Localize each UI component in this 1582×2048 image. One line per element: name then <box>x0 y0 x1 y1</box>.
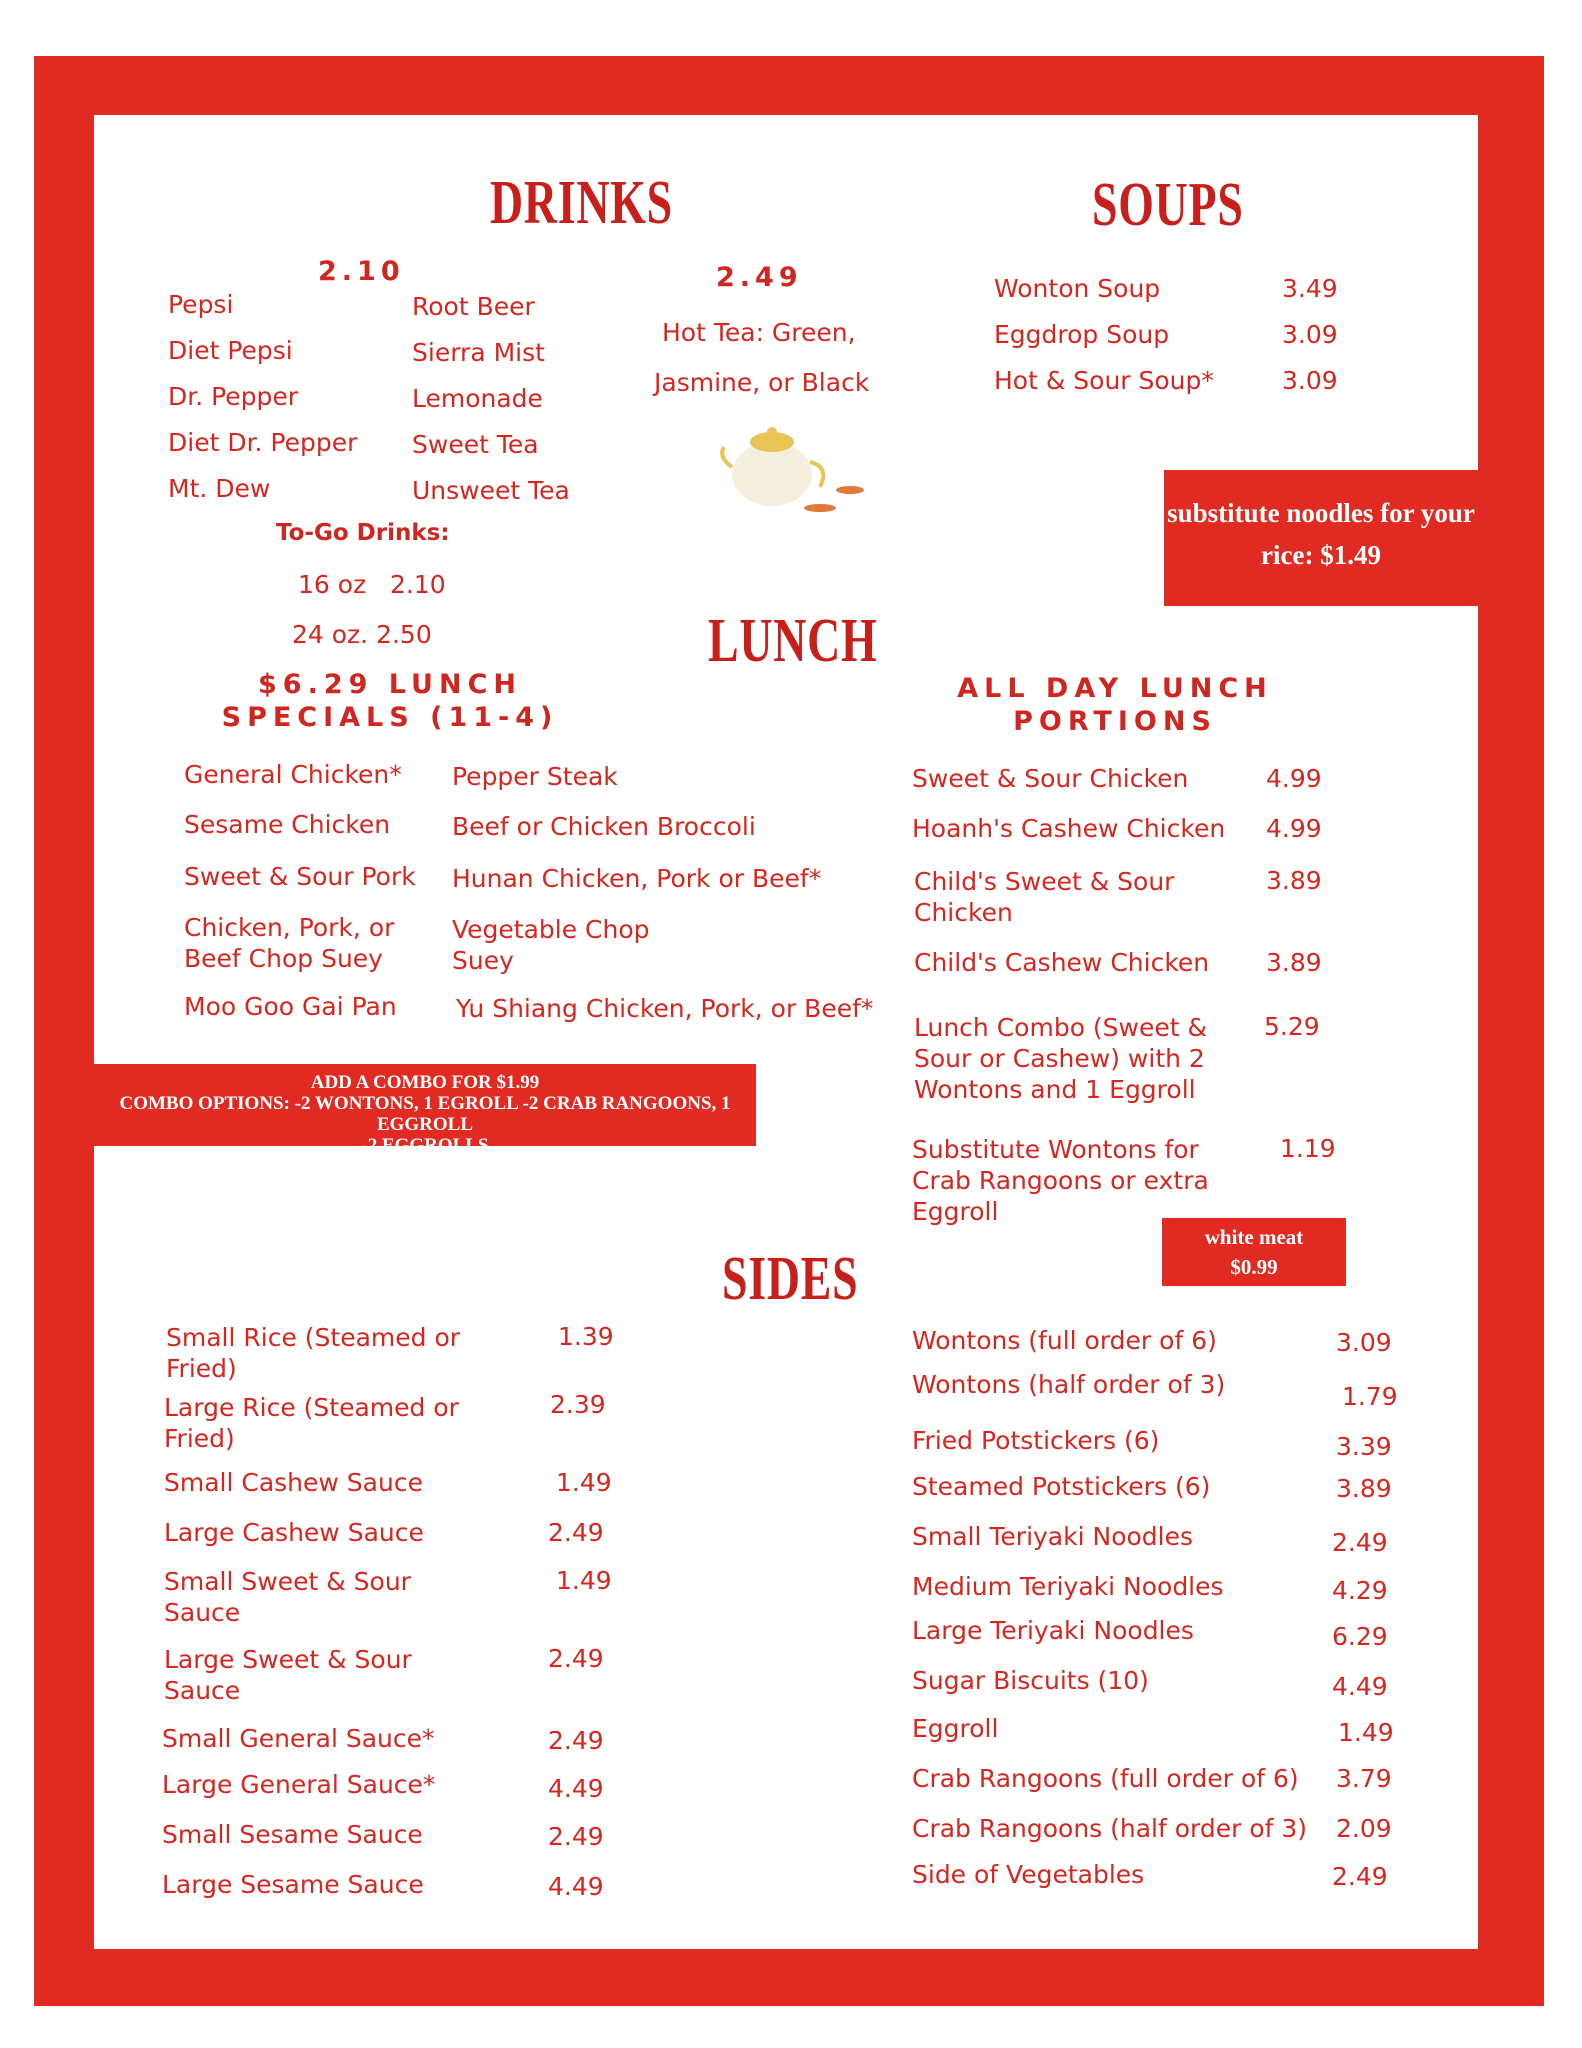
side-price: 2.49 <box>548 1518 604 1547</box>
white-meat-line: $0.99 <box>1230 1255 1278 1279</box>
side-item: Small Teriyaki Noodles <box>912 1522 1194 1551</box>
all-day-line: ALL DAY LUNCH <box>957 673 1273 704</box>
togo-title: To-Go Drinks: <box>276 520 450 546</box>
drink-item: Unsweet Tea <box>412 476 570 505</box>
side-item: Large Teriyaki Noodles <box>912 1616 1194 1645</box>
side-item: Small Sesame Sauce <box>162 1820 423 1849</box>
tea-line: Jasmine, or Black <box>654 368 870 397</box>
noodle-box-line: rice: $1.49 <box>1261 540 1381 570</box>
side-price: 3.89 <box>1336 1474 1392 1503</box>
drink-item: Diet Dr. Pepper <box>168 428 358 457</box>
combo-line: COMBO OPTIONS: -2 WONTONS, 1 EGROLL -2 CRAB RANGOONS, 1 EGGROLL <box>119 1093 731 1135</box>
drink-item: Dr. Pepper <box>168 382 299 411</box>
all-day-price: 3.89 <box>1266 948 1322 977</box>
lunch-special-item: Sesame Chicken <box>184 810 391 839</box>
soup-name: Hot & Sour Soup* <box>994 366 1214 395</box>
side-item: Small Cashew Sauce <box>164 1468 423 1497</box>
side-price: 3.39 <box>1336 1432 1392 1461</box>
lunch-special-item: Vegetable Chop Suey <box>452 915 650 975</box>
lunch-special-item: Sweet & Sour Pork <box>184 862 416 891</box>
noodle-substitute-box <box>1164 470 1478 606</box>
side-item: Steamed Potstickers (6) <box>912 1472 1211 1501</box>
lunch-special-item: Hunan Chicken, Pork or Beef* <box>452 864 822 893</box>
side-price: 1.49 <box>556 1566 612 1595</box>
side-item: Side of Vegetables <box>912 1860 1145 1889</box>
all-day-price: 3.89 <box>1266 866 1322 895</box>
side-item: Crab Rangoons (full order of 6) <box>912 1764 1299 1793</box>
lunch-specials-line: SPECIALS (11-4) <box>221 702 559 733</box>
soup-name: Eggdrop Soup <box>994 320 1170 349</box>
side-price: 2.49 <box>548 1726 604 1755</box>
side-price: 1.79 <box>1342 1382 1398 1411</box>
side-item: Large General Sauce* <box>162 1770 436 1799</box>
all-day-item: Child's Sweet & Sour Chicken <box>914 867 1175 927</box>
lunch-special-item: Moo Goo Gai Pan <box>184 992 397 1021</box>
drink-item: Sierra Mist <box>412 338 545 367</box>
side-price: 2.49 <box>1332 1862 1388 1891</box>
white-meat-box <box>1162 1218 1346 1286</box>
side-item: Wontons (full order of 6) <box>912 1326 1217 1355</box>
side-price: 4.29 <box>1332 1576 1388 1605</box>
soup-price: 3.09 <box>1282 320 1338 349</box>
lunch-special-item: Chicken, Pork, or Beef Chop Suey <box>184 913 395 973</box>
all-day-line: PORTIONS <box>1013 706 1217 737</box>
all-day-price: 4.99 <box>1266 814 1322 843</box>
combo-line: -2 EGGROLLS <box>361 1135 489 1156</box>
lunch-title: LUNCH <box>708 607 878 675</box>
side-price: 2.49 <box>548 1644 604 1673</box>
side-item: Fried Potstickers (6) <box>912 1426 1160 1455</box>
lunch-specials-heading <box>200 668 580 734</box>
all-day-heading <box>940 672 1290 738</box>
lunch-special-item: Yu Shiang Chicken, Pork, or Beef* <box>456 994 874 1023</box>
side-item: Small Rice (Steamed or Fried) <box>166 1323 461 1383</box>
side-item: Large Cashew Sauce <box>164 1518 424 1547</box>
combo-box <box>94 1064 756 1156</box>
drinks-title: DRINKS <box>490 169 673 237</box>
side-price: 2.49 <box>548 1822 604 1851</box>
all-day-price: 5.29 <box>1264 1012 1320 1041</box>
teapot-icon <box>720 412 870 522</box>
all-day-item: Substitute Wontons for Crab Rangoons or extra Eggroll <box>912 1135 1209 1226</box>
all-day-item: Sweet & Sour Chicken <box>912 764 1189 793</box>
drink-item: Lemonade <box>412 384 543 413</box>
drink-item: Mt. Dew <box>168 474 271 503</box>
side-price: 3.79 <box>1336 1764 1392 1793</box>
side-item: Large Sesame Sauce <box>162 1870 424 1899</box>
side-item: Large Sweet & Sour Sauce <box>164 1645 412 1705</box>
noodle-box-line: substitute noodles for your <box>1167 498 1475 528</box>
side-price: 4.49 <box>548 1774 604 1803</box>
togo-item: 16 oz 2.10 <box>298 570 446 599</box>
side-price: 2.49 <box>1332 1528 1388 1557</box>
lunch-special-item: Pepper Steak <box>452 762 618 791</box>
drink-item: Sweet Tea <box>412 430 539 459</box>
side-price: 4.49 <box>1332 1672 1388 1701</box>
all-day-price: 4.99 <box>1266 764 1322 793</box>
lunch-specials-line: $6.29 LUNCH <box>258 669 522 700</box>
side-item: Medium Teriyaki Noodles <box>912 1572 1224 1601</box>
side-price: 1.49 <box>1338 1718 1394 1747</box>
side-price: 3.09 <box>1336 1328 1392 1357</box>
all-day-item: Lunch Combo (Sweet & Sour or Cashew) with 2 Wontons and 1 Eggroll <box>914 1013 1208 1104</box>
side-price: 2.39 <box>550 1390 606 1419</box>
side-item: Sugar Biscuits (10) <box>912 1666 1149 1695</box>
drink-item: Pepsi <box>168 290 234 319</box>
white-meat-line: white meat <box>1204 1225 1304 1249</box>
drinks-price-b: 2.49 <box>716 262 803 293</box>
soups-title: SOUPS <box>1092 171 1244 239</box>
side-item: Eggroll <box>912 1714 999 1743</box>
lunch-special-item: General Chicken* <box>184 760 402 789</box>
side-item: Small General Sauce* <box>162 1724 435 1753</box>
side-item: Large Rice (Steamed or Fried) <box>164 1393 459 1453</box>
sides-title: SIDES <box>722 1245 859 1313</box>
all-day-price: 1.19 <box>1280 1134 1336 1163</box>
side-price: 1.49 <box>556 1468 612 1497</box>
side-price: 6.29 <box>1332 1622 1388 1651</box>
drink-item: Root Beer <box>412 292 535 321</box>
combo-line: ADD A COMBO FOR $1.99 <box>310 1072 540 1093</box>
tea-line: Hot Tea: Green, <box>662 318 856 347</box>
side-item: Wontons (half order of 3) <box>912 1370 1226 1399</box>
side-price: 4.49 <box>548 1872 604 1901</box>
togo-item: 24 oz. 2.50 <box>292 620 432 649</box>
side-price: 2.09 <box>1336 1814 1392 1843</box>
soup-price: 3.49 <box>1282 274 1338 303</box>
all-day-item: Hoanh's Cashew Chicken <box>912 814 1226 843</box>
soup-price: 3.09 <box>1282 366 1338 395</box>
side-price: 1.39 <box>558 1322 614 1351</box>
lunch-special-item: Beef or Chicken Broccoli <box>452 812 756 841</box>
drink-item: Diet Pepsi <box>168 336 293 365</box>
all-day-item: Child's Cashew Chicken <box>914 948 1210 977</box>
side-item: Small Sweet & Sour Sauce <box>164 1567 411 1627</box>
drinks-price-a: 2.10 <box>318 256 405 287</box>
soup-name: Wonton Soup <box>994 274 1161 303</box>
side-item: Crab Rangoons (half order of 3) <box>912 1814 1308 1843</box>
